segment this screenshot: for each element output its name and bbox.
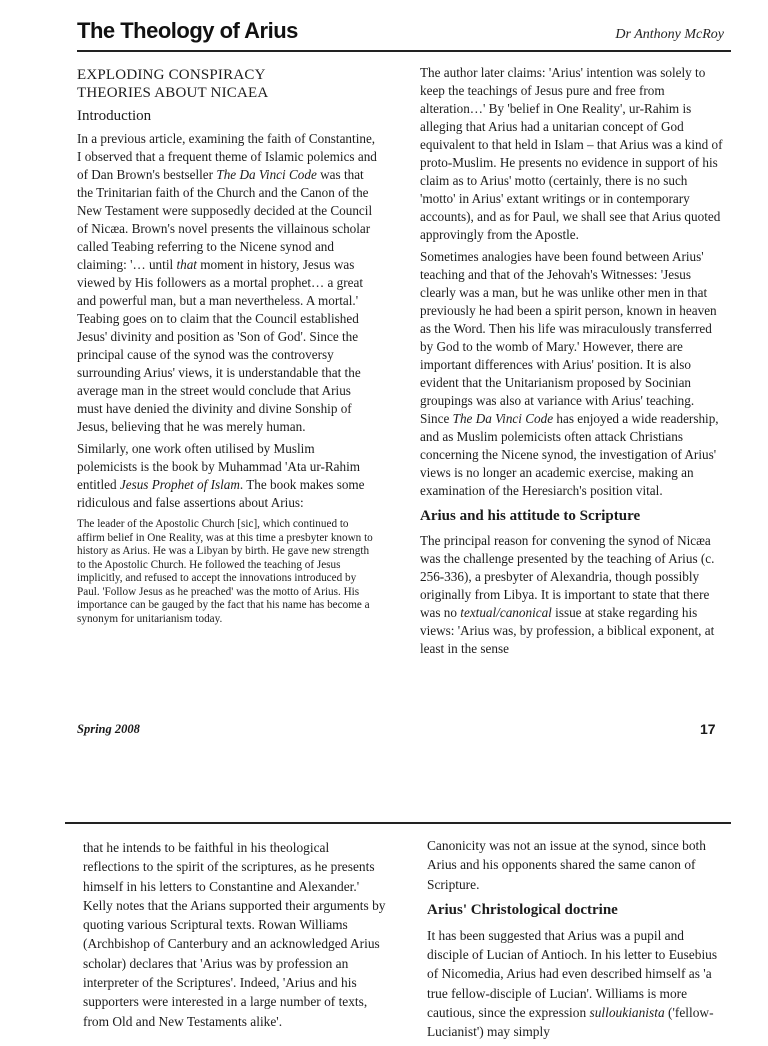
section-title-line-2: THEORIES ABOUT NICAEA	[77, 85, 269, 101]
footer-issue: Spring 2008	[77, 722, 140, 736]
emphasis: that	[176, 257, 197, 272]
christology-heading: Arius' Christological doctrine	[427, 901, 618, 918]
block-quote: The leader of the Apostolic Church [sic], which continued to affirm belief in One Reality, was at this time a presbyter known to history as Arius. He was a Libyan by birth. He gave new strength to the Apostolic Church. He followed the teaching of Jesus implicitly, and refused to accept the innovations introduced by Paul. 'Follow Jesus as he preached' was the motto of Arius. His importance can be gauged by the fact that his name has become a synonym for unitarianism today.	[77, 518, 373, 625]
paragraph: Canonicity was not an issue at the synod, since both Arius and his opponents shared the same canon of Scripture.	[427, 838, 706, 892]
right-column	[420, 64, 724, 662]
introduction-heading: Introduction	[77, 108, 152, 124]
text-run: It has been suggested that Arius was a pupil and disciple of Lucian of Antioch. In his letter to Eusebius of Nicomedia, Arius had even described himself as 'a true fellow-disciple of Lucian'. Williams is more cautious, since the expression	[427, 927, 718, 1021]
text-run: was that the Trinitarian faith of the Church and the Canon of the New Testament were supposedly decided at the Council of Nicæa. Brown's novel presents the villainous scholar called Teabing referring to the Nicene synod and claiming: '… until	[77, 167, 373, 272]
paragraph: The author later claims: 'Arius' intention was solely to keep the teachings of Jesus pure and free from alteration…' By 'belief in One Reality', ur-Rahim is alleging that Arius had a unitarian concept of God equivalent to that held in Islam – that Arius was a kind of proto-Muslim. He presents no evidence in support of his claim as to Arius' motto (certainly, there is no such 'motto' in Arius' extant writings or in contemporary accounts), and as for Paul, we shall see that Arius quoted approvingly from the Apostle.	[420, 65, 723, 242]
book-title: Jesus Prophet of Islam	[119, 477, 240, 492]
text-run: Similarly, one work often utilised by Muslim polemicists is the book by Muhammad 'Ata ur-Rahim entitled	[77, 441, 361, 492]
next-page-rule	[65, 822, 731, 824]
emphasis: textual/canonical	[460, 605, 552, 620]
paragraph	[427, 926, 727, 1042]
scripture-heading: Arius and his attitude to Scripture	[420, 508, 641, 524]
next-page-right-column	[427, 836, 727, 1046]
paragraph	[77, 130, 377, 436]
text-run: issue at stake regarding his views: 'Arius was, by profession, a biblical exponent, at least in the sense	[420, 605, 715, 656]
text-run: ('fellow-Lucianist') may simply	[427, 1005, 714, 1040]
left-column	[77, 64, 377, 626]
text-run: Sometimes analogies have been found between Arius' teaching and that of the Jehovah's Witnesses: 'Jesus clearly was a man, but he was unlike other men in that previously he had been a spirit person, known in heaven as the Word. Then his life was miraculously transferred by God to the womb of Mary.' However, there are important differences with Arius' position. It is also evident that the Unitarianism proposed by Socinian groupings was also at variance with Arius' teaching. Since	[420, 249, 717, 426]
greek-term: sulloukianista	[589, 1005, 665, 1021]
running-header-author: Dr Anthony McRoy	[615, 27, 724, 42]
book-title: The Da Vinci Code	[452, 411, 554, 426]
text-run: In a previous article, examining the faith of Constantine, I observed that a frequent theme of Islamic polemics and of Dan Brown's bestseller	[77, 131, 377, 182]
page-number: 17	[700, 721, 716, 737]
next-page-left-column	[83, 838, 389, 1035]
section-title-line-1: EXPLODING CONSPIRACY	[77, 67, 266, 83]
text-run: The principal reason for convening the synod of Nicæa was the challenge presented by the teaching of Arius (c. 256-336), a presbyter of Alexandria, though possibly originally from Libya. It is important to state that there was no	[420, 533, 715, 620]
paragraph: that he intends to be faithful in his theological reflections to the spirit of the scriptures, as he presents himself in his letters to Constantine and Alexander.' Kelly notes that the Arians supported their arguments by quoting various Scriptural texts. Rowan Williams (Archbishop of Canterbury and an acknowledged Arius scholar) declares that 'Arius was by profession an interpreter of the Scriptures'. Indeed, 'Arius and his supporters were interested in a large number of texts, from Old and New Testaments alike'.	[83, 840, 386, 1029]
running-header-title: The Theology of Arius	[77, 18, 298, 43]
text-run: moment in history, Jesus was viewed by His followers as a mortal prophet… a great and powerful man, but a man nevertheless. A mortal.' Teabing goes on to claim that the Council established Jesus' divinity and position as 'Son of God'. Since the principal cause of the synod was the controversy surrounding Arius' views, it is understandable that the average man in the street would conclude that Arius must have denied the divinity and divine Sonship of Jesus, believing that he was merely human.	[77, 257, 364, 434]
paragraph	[77, 440, 377, 512]
header-rule	[77, 50, 731, 52]
paragraph	[420, 248, 724, 500]
section-title	[77, 66, 377, 102]
text-run: has enjoyed a wide readership, and as Muslim polemicists often attack Christians concerning the Nicene synod, the investigation of Arius' views is no longer an academic exercise, making an examination of the Heresiarch's position vital.	[420, 411, 719, 498]
book-title: The Da Vinci Code	[216, 167, 317, 182]
paragraph	[420, 532, 724, 658]
text-run: . The book makes some ridiculous and false assertions about Arius:	[77, 477, 365, 510]
